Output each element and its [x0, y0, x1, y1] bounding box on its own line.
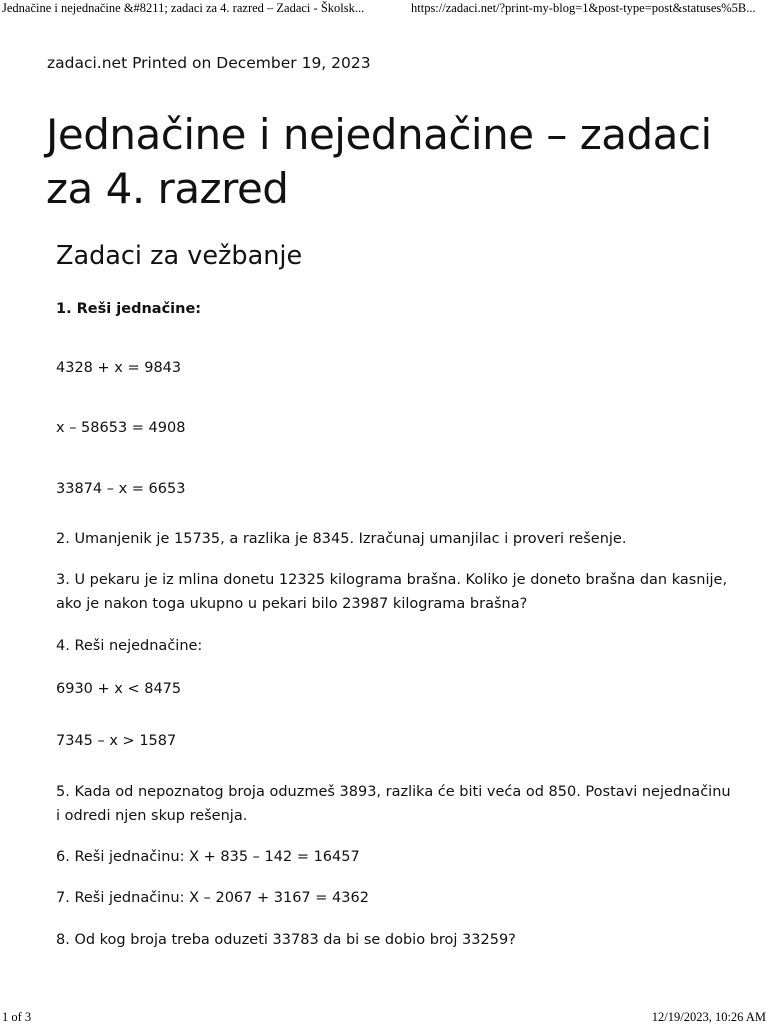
- printed-on-line: zadaci.net Printed on December 19, 2023: [47, 54, 371, 72]
- equation-3: 33874 – x = 6653: [56, 481, 186, 497]
- print-header-url: https://zadaci.net/?print-my-blog=1&post-type=post&statuses%5B...: [411, 1, 756, 15]
- task-8: 8. Od kog broja treba oduzeti 33783 da bi se dobio broj 33259?: [56, 932, 516, 948]
- page-title: Jednačine i nejednačine – zadaci za 4. razred: [46, 110, 712, 213]
- task-1-heading: 1. Reši jednačine:: [56, 301, 202, 317]
- page-number: 1 of 3: [2, 1010, 32, 1024]
- inequality-1: 6930 + x < 8475: [56, 681, 182, 697]
- task-4-heading: 4. Reši nejednačine:: [56, 638, 203, 654]
- task-7: 7. Reši jednačinu: X – 2067 + 3167 = 4362: [56, 890, 369, 906]
- print-header-title: Jednačine i nejednačine &#8211; zadaci za 4. razred – Zadaci - Školsk...: [2, 1, 365, 15]
- equation-2: x – 58653 = 4908: [56, 420, 186, 436]
- task-6: 6. Reši jednačinu: X + 835 – 142 = 16457: [56, 849, 360, 865]
- inequality-2: 7345 – x > 1587: [56, 733, 177, 749]
- task-3: 3. U pekaru je iz mlina donetu 12325 kilograma brašna. Koliko je doneto brašna dan kasnije, ako je nakon toga ukupno u pekari bilo 23987 kilograma brašna?: [56, 572, 728, 612]
- task-5: 5. Kada od nepoznatog broja oduzmeš 3893, razlika će biti veća od 850. Postavi nejednačinu i odredi njen skup rešenja.: [56, 784, 731, 824]
- task-2: 2. Umanjenik je 15735, a razlika je 8345. Izračunaj umanjilac i proveri rešenje.: [56, 531, 627, 547]
- print-datetime: 12/19/2023, 10:26 AM: [651, 1010, 766, 1024]
- section-heading: Zadaci za vežbanje: [56, 241, 303, 271]
- equation-1: 4328 + x = 9843: [56, 360, 182, 376]
